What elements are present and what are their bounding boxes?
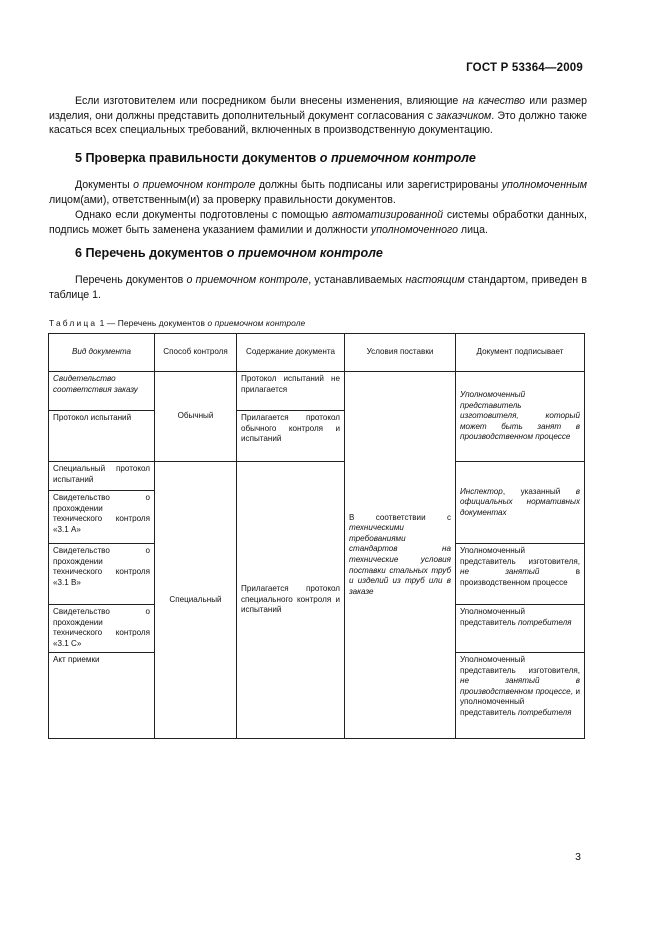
signer-cell: Уполномоченный представитель изготовителя, не занятый в производственном процессе, и уполномоченный представитель потребителя (456, 653, 585, 739)
header-doc-type: Вид документа (49, 334, 155, 372)
method-special-cell: Специальный (155, 462, 237, 739)
method-ordinary-cell: Обычный (155, 372, 237, 462)
paragraph-signing: Документы о приемочном контроле должны быть подписаны или зарегистрированы уполномоченным лицом(ами), ответственным(и) за проверку правильности документов. (49, 179, 588, 206)
signer-cell: Уполномоченный представитель изготовителя, не занятый в производственном процессе (456, 544, 585, 605)
table-row (49, 372, 585, 411)
signer-cell: Уполномоченный представитель потребителя (456, 605, 585, 653)
section-5-heading: 5 Проверка правильности документов о приемочном контроле (75, 151, 476, 165)
header-doc-content: Содержание документа (237, 334, 345, 372)
header-control-method: Способ контроля (155, 334, 237, 372)
signer-cell: Инспектор, указанный в официальных нормативных документах (456, 462, 585, 544)
doc-type-cell: Свидетельство соответствия заказу (49, 372, 155, 411)
doc-type-cell: Свидетельство о прохождении технического контроля «3.1 A» (49, 491, 155, 544)
header-delivery-terms: Условия поставки (345, 334, 456, 372)
content-cell: Прилагается протокол обычного контроля и испытаний (237, 411, 345, 462)
section-6-heading: 6 Перечень документов о приемочном контроле (75, 246, 383, 260)
signer-cell: Уполномоченный представитель изготовителя, который может быть занят в производственном процессе (456, 372, 585, 462)
delivery-terms-cell: В соответствии с техническими требованиями стандартов на технические условия поставки стальных труб и изделий из труб или в заказе (345, 372, 456, 739)
doc-type-cell: Свидетельство о прохождении технического контроля «3.1 B» (49, 544, 155, 605)
header-signer: Документ подписывает (456, 334, 585, 372)
standard-code: ГОСТ Р 53364—2009 (466, 62, 583, 74)
content-special-cell: Прилагается протокол специального контроля и испытаний (237, 462, 345, 739)
doc-type-cell: Свидетельство о прохождении технического контроля «3.1 C» (49, 605, 155, 653)
table-row (49, 462, 585, 491)
doc-type-cell: Протокол испытаний (49, 411, 155, 462)
paragraph-changes: Если изготовителем или посредником были внесены изменения, влияющие на качество или размер изделия, они должны представить дополнительный документ согласования с заказчиком. Это должно также касаться всех специальных требований, включенных в производственную документацию. (49, 95, 588, 137)
paragraph-list: Перечень документов о приемочном контроле, устанавливаемых настоящим стандартом, приведен в таблице 1. (49, 274, 588, 301)
table-header-row (49, 334, 585, 372)
paragraph-automated: Однако если документы подготовлены с помощью автоматизированной системы обработки данных, подпись может быть заменена указанием фамилии и должности уполномоченного лица. (49, 209, 587, 236)
table-caption: Таблица 1 — Перечень документов о приемочном контроле (49, 318, 306, 328)
content-cell: Протокол испытаний не прилагается (237, 372, 345, 411)
page-number: 3 (575, 851, 581, 863)
doc-type-cell: Специальный протокол испытаний (49, 462, 155, 491)
doc-type-cell: Акт приемки (49, 653, 155, 739)
acceptance-documents-table (48, 333, 585, 739)
